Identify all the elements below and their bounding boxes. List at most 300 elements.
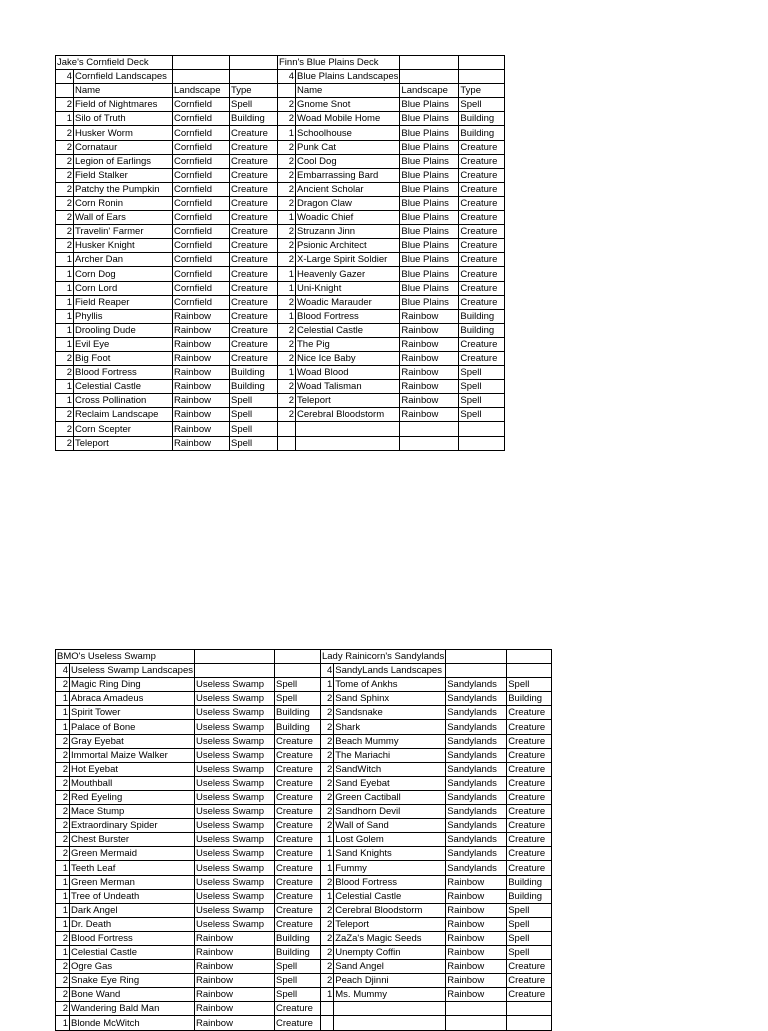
card-landscape: Useless Swamp (194, 903, 274, 917)
card-type: Building (274, 720, 320, 734)
card-name: Sand Eyebat (334, 776, 446, 790)
card-name: Field of Nightmares (74, 98, 173, 112)
card-landscape: Sandylands (446, 861, 507, 875)
card-count (278, 436, 296, 450)
card-count: 2 (278, 295, 296, 309)
card-count: 1 (320, 889, 333, 903)
card-type: Creature (230, 253, 278, 267)
card-name: Wandering Bald Man (70, 1002, 195, 1016)
card-landscape: Sandylands (446, 805, 507, 819)
card-row (56, 748, 552, 762)
card-type: Creature (230, 182, 278, 196)
card-row (56, 945, 552, 959)
card-row (56, 790, 552, 804)
card-type: Creature (459, 154, 505, 168)
card-name: Gray Eyebat (70, 734, 195, 748)
card-landscape: Useless Swamp (194, 875, 274, 889)
card-name: Woad Blood (296, 366, 400, 380)
landscape-count: 4 (320, 664, 333, 678)
card-type: Building (274, 931, 320, 945)
card-name: Reclaim Landscape (74, 408, 173, 422)
card-name (296, 436, 400, 450)
card-name: Celestial Castle (70, 945, 195, 959)
card-name: Ms. Mummy (334, 988, 446, 1002)
card-landscape: Rainbow (173, 337, 230, 351)
card-count: 1 (320, 678, 333, 692)
card-count: 2 (56, 211, 74, 225)
card-name: Schoolhouse (296, 126, 400, 140)
card-count: 2 (56, 436, 74, 450)
card-landscape: Rainbow (400, 394, 459, 408)
card-type: Spell (459, 394, 505, 408)
deck-title-jake: Jake's Cornfield Deck (56, 56, 173, 70)
card-type: Creature (230, 154, 278, 168)
card-landscape: Rainbow (446, 931, 507, 945)
card-count: 2 (56, 748, 70, 762)
card-type: Creature (459, 196, 505, 210)
card-name: Evil Eye (74, 337, 173, 351)
card-landscape: Useless Swamp (194, 762, 274, 776)
card-count: 2 (56, 1002, 70, 1016)
card-landscape: Cornfield (173, 168, 230, 182)
card-count (320, 1002, 333, 1016)
card-landscape: Sandylands (446, 748, 507, 762)
card-type: Building (230, 112, 278, 126)
card-count: 1 (56, 337, 74, 351)
card-landscape: Rainbow (400, 366, 459, 380)
landscape-label: Blue Plains Landscapes (297, 71, 399, 83)
card-landscape: Useless Swamp (194, 692, 274, 706)
card-type: Creature (230, 196, 278, 210)
card-count: 2 (320, 931, 333, 945)
card-landscape: Rainbow (173, 366, 230, 380)
card-count: 2 (56, 154, 74, 168)
card-type: Creature (507, 960, 552, 974)
card-row (56, 436, 505, 450)
card-type: Spell (507, 903, 552, 917)
deck-table-bottom (55, 649, 552, 1031)
card-count: 1 (56, 323, 74, 337)
deck-title-lady-rainicorn: Lady Rainicorn's Sandylands (321, 651, 445, 663)
column-header: Type (230, 84, 278, 98)
card-type: Creature (274, 875, 320, 889)
card-landscape: Blue Plains (400, 281, 459, 295)
landscape-count: 4 (56, 664, 70, 678)
landscape-label: SandyLands Landscapes (334, 664, 446, 678)
card-landscape: Rainbow (194, 931, 274, 945)
card-type: Building (459, 126, 505, 140)
card-row (56, 267, 505, 281)
card-type: Creature (230, 309, 278, 323)
card-row (56, 917, 552, 931)
card-row (56, 875, 552, 889)
card-name: Unempty Coffin (334, 945, 446, 959)
card-landscape: Useless Swamp (194, 861, 274, 875)
card-type: Creature (507, 988, 552, 1002)
card-landscape: Sandylands (446, 762, 507, 776)
card-name: Hot Eyebat (70, 762, 195, 776)
card-count: 2 (56, 974, 70, 988)
card-landscape: Cornfield (173, 267, 230, 281)
card-landscape: Rainbow (400, 323, 459, 337)
card-type: Spell (459, 98, 505, 112)
card-landscape: Sandylands (446, 734, 507, 748)
card-landscape: Blue Plains (400, 239, 459, 253)
card-name: Gnome Snot (296, 98, 400, 112)
card-row (56, 889, 552, 903)
card-name: Corn Lord (74, 281, 173, 295)
card-row (56, 295, 505, 309)
card-name: Beach Mummy (334, 734, 446, 748)
card-count: 2 (320, 692, 333, 706)
card-landscape: Rainbow (446, 889, 507, 903)
card-type: Creature (274, 847, 320, 861)
card-count: 1 (278, 211, 296, 225)
card-landscape: Rainbow (446, 875, 507, 889)
card-name: Uni-Knight (296, 281, 400, 295)
card-name: Nice Ice Baby (296, 351, 400, 365)
card-count: 2 (56, 422, 74, 436)
card-landscape: Rainbow (400, 408, 459, 422)
card-type: Creature (507, 776, 552, 790)
card-count: 2 (320, 819, 333, 833)
column-header: Landscape (173, 84, 230, 98)
card-count: 1 (56, 112, 74, 126)
card-type: Creature (459, 182, 505, 196)
card-landscape: Blue Plains (400, 225, 459, 239)
card-type: Building (507, 692, 552, 706)
card-type: Spell (230, 408, 278, 422)
card-landscape: Sandylands (446, 706, 507, 720)
card-name: Sand Sphinx (334, 692, 446, 706)
card-row (56, 168, 505, 182)
card-type: Creature (459, 211, 505, 225)
card-name: Tree of Undeath (70, 889, 195, 903)
card-count: 2 (56, 196, 74, 210)
card-type: Creature (230, 267, 278, 281)
card-landscape: Rainbow (194, 1002, 274, 1016)
card-count: 1 (278, 366, 296, 380)
card-count: 2 (56, 790, 70, 804)
card-landscape: Sandylands (446, 678, 507, 692)
card-name: Travelin' Farmer (74, 225, 173, 239)
card-row (56, 323, 505, 337)
card-name: Snake Eye Ring (70, 974, 195, 988)
card-name: Silo of Truth (74, 112, 173, 126)
card-count: 2 (56, 960, 70, 974)
card-landscape: Cornfield (173, 211, 230, 225)
card-count: 2 (56, 734, 70, 748)
card-type: Creature (274, 1002, 320, 1016)
card-landscape: Useless Swamp (194, 706, 274, 720)
card-landscape: Sandylands (446, 790, 507, 804)
card-count: 2 (320, 748, 333, 762)
card-row (56, 1016, 552, 1030)
card-landscape: Rainbow (194, 1016, 274, 1030)
card-type: Creature (507, 720, 552, 734)
deck-title-row (56, 56, 505, 70)
card-count: 2 (320, 805, 333, 819)
card-count: 2 (278, 408, 296, 422)
card-count: 2 (278, 168, 296, 182)
card-landscape: Sandylands (446, 819, 507, 833)
card-name: Teleport (296, 394, 400, 408)
card-landscape: Rainbow (173, 309, 230, 323)
card-type: Spell (274, 692, 320, 706)
card-row (56, 154, 505, 168)
card-type: Spell (507, 945, 552, 959)
card-name: Magic Ring Ding (70, 678, 195, 692)
card-row (56, 196, 505, 210)
card-row (56, 819, 552, 833)
card-row (56, 337, 505, 351)
card-name: Husker Knight (74, 239, 173, 253)
card-count: 2 (278, 225, 296, 239)
card-count: 2 (320, 945, 333, 959)
card-name: Celestial Castle (74, 380, 173, 394)
card-landscape: Useless Swamp (194, 833, 274, 847)
card-count: 2 (56, 776, 70, 790)
card-count: 2 (56, 182, 74, 196)
card-type: Creature (459, 351, 505, 365)
card-name: SandWitch (334, 762, 446, 776)
card-row (56, 225, 505, 239)
landscape-row (56, 70, 505, 84)
card-type: Creature (274, 762, 320, 776)
card-count: 2 (56, 762, 70, 776)
card-name: Heavenly Gazer (296, 267, 400, 281)
card-type (507, 1016, 552, 1030)
card-row (56, 847, 552, 861)
card-landscape: Useless Swamp (194, 917, 274, 931)
card-name: Woad Mobile Home (296, 112, 400, 126)
card-landscape: Rainbow (173, 351, 230, 365)
card-landscape: Useless Swamp (194, 805, 274, 819)
card-type: Creature (459, 281, 505, 295)
card-landscape: Cornfield (173, 126, 230, 140)
card-type: Spell (459, 366, 505, 380)
card-landscape: Rainbow (173, 394, 230, 408)
card-count: 2 (320, 875, 333, 889)
card-name: Mace Stump (70, 805, 195, 819)
card-type: Creature (459, 295, 505, 309)
card-type: Building (507, 889, 552, 903)
landscape-label: Useless Swamp Landscapes (71, 665, 193, 677)
card-row (56, 239, 505, 253)
card-count: 1 (56, 903, 70, 917)
card-type: Creature (507, 819, 552, 833)
card-row (56, 931, 552, 945)
card-row (56, 960, 552, 974)
card-count: 1 (56, 875, 70, 889)
card-type: Spell (230, 98, 278, 112)
deck-title-bmo: BMO's Useless Swamp (56, 650, 195, 664)
card-landscape: Rainbow (400, 309, 459, 323)
card-name (334, 1002, 446, 1016)
card-name: X-Large Spirit Soldier (296, 253, 400, 267)
card-name: Teeth Leaf (70, 861, 195, 875)
card-count: 2 (278, 351, 296, 365)
card-type: Creature (274, 748, 320, 762)
card-count: 1 (56, 706, 70, 720)
card-type: Creature (274, 776, 320, 790)
card-name: Ogre Gas (70, 960, 195, 974)
card-type: Creature (274, 819, 320, 833)
card-name: Lost Golem (334, 833, 446, 847)
card-type: Spell (274, 678, 320, 692)
card-name: Tome of Ankhs (334, 678, 446, 692)
column-header-row (56, 84, 505, 98)
card-type (459, 422, 505, 436)
card-count: 1 (56, 1016, 70, 1030)
card-name: Cornataur (74, 140, 173, 154)
card-landscape (446, 1002, 507, 1016)
card-name: Green Merman (70, 875, 195, 889)
column-header: Type (459, 84, 505, 98)
card-type: Spell (459, 380, 505, 394)
card-name: Archer Dan (74, 253, 173, 267)
card-count: 1 (278, 267, 296, 281)
card-count: 2 (56, 988, 70, 1002)
card-type: Creature (459, 253, 505, 267)
card-type: Creature (507, 762, 552, 776)
deck-table-bottom-body (56, 650, 552, 1031)
card-landscape (400, 436, 459, 450)
card-landscape: Rainbow (173, 323, 230, 337)
card-row (56, 720, 552, 734)
card-count: 2 (56, 126, 74, 140)
card-landscape: Cornfield (173, 140, 230, 154)
card-name: Cerebral Bloodstorm (296, 408, 400, 422)
card-landscape: Rainbow (194, 974, 274, 988)
card-count: 1 (56, 253, 74, 267)
card-count: 2 (320, 734, 333, 748)
card-name (334, 1016, 446, 1030)
card-type: Creature (230, 126, 278, 140)
card-type: Creature (230, 225, 278, 239)
card-row (56, 988, 552, 1002)
card-count: 2 (278, 112, 296, 126)
deck-table-top-body (56, 56, 505, 451)
card-name: Legion of Earlings (74, 154, 173, 168)
card-landscape: Cornfield (173, 239, 230, 253)
card-name: Sand Angel (334, 960, 446, 974)
card-type: Creature (230, 140, 278, 154)
card-count: 2 (278, 253, 296, 267)
card-name (296, 422, 400, 436)
card-row (56, 408, 505, 422)
card-type: Building (274, 945, 320, 959)
card-count: 2 (56, 847, 70, 861)
column-header: Name (74, 84, 173, 98)
card-landscape: Useless Swamp (194, 819, 274, 833)
card-type (507, 1002, 552, 1016)
card-count: 2 (320, 720, 333, 734)
card-type: Creature (507, 847, 552, 861)
card-landscape: Useless Swamp (194, 678, 274, 692)
card-count: 1 (56, 692, 70, 706)
card-type: Creature (507, 790, 552, 804)
card-name: Sandsnake (334, 706, 446, 720)
card-landscape: Rainbow (173, 408, 230, 422)
card-count: 2 (278, 394, 296, 408)
card-count: 2 (56, 805, 70, 819)
card-name: Dragon Claw (296, 196, 400, 210)
column-header: Name (296, 84, 400, 98)
card-name: Abraca Amadeus (70, 692, 195, 706)
card-type: Creature (459, 225, 505, 239)
card-landscape (400, 422, 459, 436)
card-name: Phyllis (74, 309, 173, 323)
card-row (56, 98, 505, 112)
card-count: 2 (320, 917, 333, 931)
card-type: Creature (230, 168, 278, 182)
card-count: 2 (56, 366, 74, 380)
card-landscape: Rainbow (446, 960, 507, 974)
card-name: Chest Burster (70, 833, 195, 847)
card-row (56, 253, 505, 267)
card-landscape: Cornfield (173, 182, 230, 196)
card-count: 1 (56, 394, 74, 408)
card-row (56, 380, 505, 394)
card-type: Creature (459, 267, 505, 281)
card-name: Celestial Castle (296, 323, 400, 337)
card-name: Drooling Dude (74, 323, 173, 337)
card-count: 1 (56, 295, 74, 309)
card-count: 2 (56, 140, 74, 154)
card-row (56, 309, 505, 323)
card-type: Creature (274, 805, 320, 819)
card-count: 2 (320, 974, 333, 988)
card-name: Sandhorn Devil (334, 805, 446, 819)
card-row (56, 422, 505, 436)
card-type: Creature (274, 790, 320, 804)
card-name: Corn Ronin (74, 196, 173, 210)
card-landscape: Blue Plains (400, 211, 459, 225)
card-name: Wall of Sand (334, 819, 446, 833)
card-name: Extraordinary Spider (70, 819, 195, 833)
card-count: 2 (278, 380, 296, 394)
card-type: Spell (230, 394, 278, 408)
card-name: Woadic Chief (296, 211, 400, 225)
landscape-row (56, 664, 552, 678)
landscape-count: 4 (56, 70, 74, 84)
card-count: 1 (56, 267, 74, 281)
card-row (56, 805, 552, 819)
card-name: Cerebral Bloodstorm (334, 903, 446, 917)
card-count: 1 (56, 945, 70, 959)
card-type: Building (230, 366, 278, 380)
card-count: 2 (56, 351, 74, 365)
card-landscape: Sandylands (446, 720, 507, 734)
card-count: 1 (56, 309, 74, 323)
card-landscape: Sandylands (446, 776, 507, 790)
card-type: Spell (274, 960, 320, 974)
card-landscape: Blue Plains (400, 126, 459, 140)
card-count: 2 (56, 408, 74, 422)
card-landscape: Blue Plains (400, 112, 459, 126)
card-landscape: Cornfield (173, 295, 230, 309)
card-landscape (446, 1016, 507, 1030)
card-type: Building (459, 309, 505, 323)
card-name: Blood Fortress (334, 875, 446, 889)
card-count: 2 (320, 903, 333, 917)
card-count: 2 (56, 168, 74, 182)
card-landscape: Cornfield (173, 225, 230, 239)
card-landscape: Useless Swamp (194, 748, 274, 762)
card-name: Blood Fortress (74, 366, 173, 380)
card-name: The Pig (296, 337, 400, 351)
